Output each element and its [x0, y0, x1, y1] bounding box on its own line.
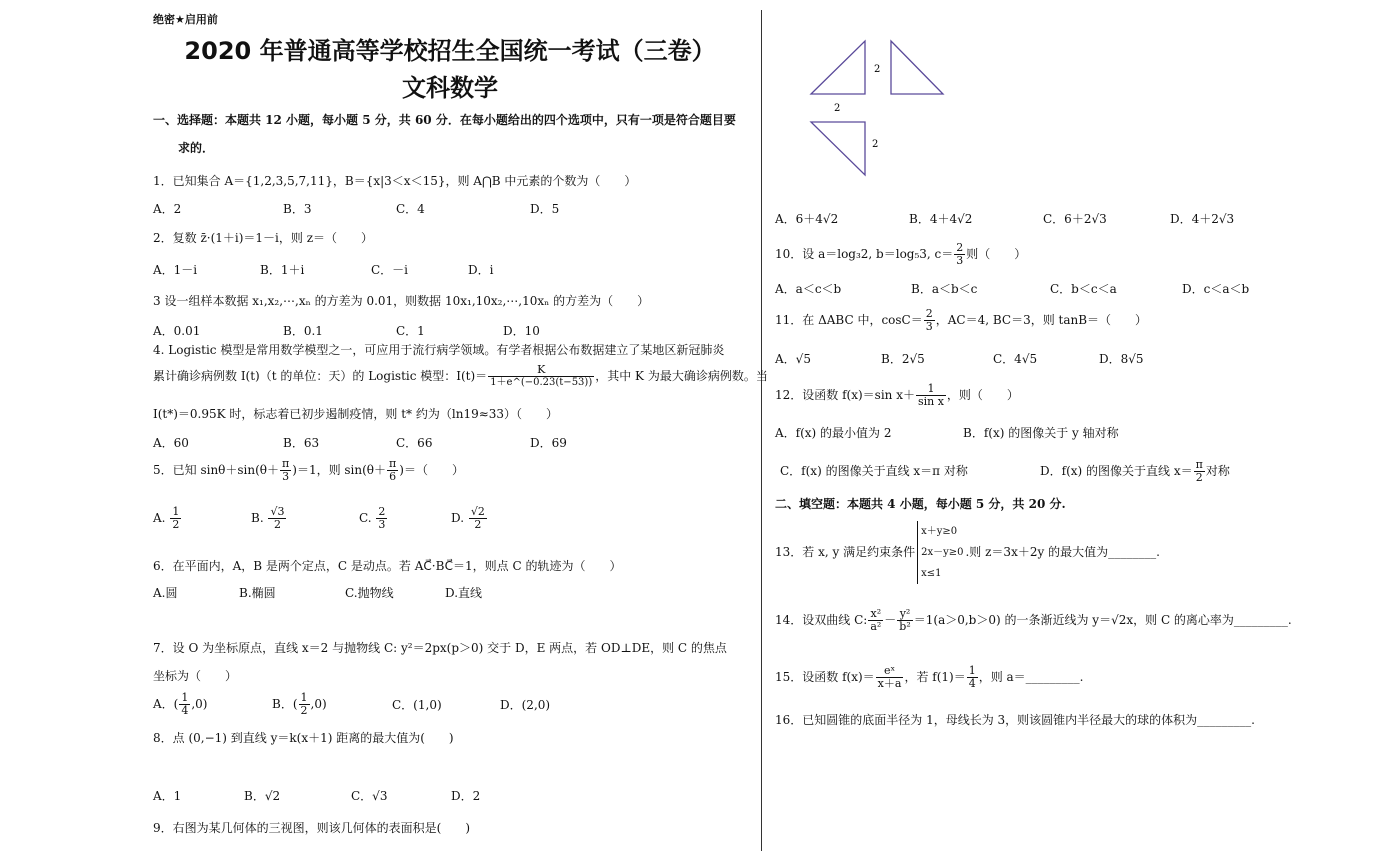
q12-option-a: A．f(x) 的最小值为 2: [775, 426, 892, 440]
q7-option-d: D．(2,0): [500, 698, 551, 712]
q6-option-b: B.椭圆: [239, 586, 276, 600]
q12-stem: 12．设函数 f(x)＝sin x＋ $\frac{1}{\text{sin x}}$ ，则（ ）: [775, 382, 1019, 408]
q3-stem: 3 设一组样本数据 x₁,x₂,⋯,xₙ 的方差为 0.01，则数据 10x₁,10x₂,⋯,10xₙ 的方差为（ ）: [153, 294, 650, 308]
q7-line2: 坐标为（ ）: [153, 669, 238, 683]
exam-title: 2020 年普通高等学校招生全国统一考试（三卷）: [184, 37, 716, 65]
q12-option-b: B．f(x) 的图像关于 y 轴对称: [963, 426, 1119, 440]
section1-heading-cont: 求的．: [178, 141, 215, 155]
q7-option-a: A．( $\frac{1}{4}$ ,0): [153, 691, 208, 717]
q11-option-d: D．8√5: [1099, 352, 1144, 366]
q5-option-c: C. $\frac{2}{3}$: [359, 505, 386, 531]
q1-option-a: A．2: [153, 202, 182, 216]
front-view-height-label: 2: [874, 64, 881, 75]
q5-option-a: A. $\frac{1}{2}$: [153, 505, 180, 531]
q10-option-b: B．a＜b＜c: [911, 282, 978, 296]
q4-option-c: C．66: [396, 436, 433, 450]
q13-constraint-system: x＋y≥0 2x－y≥0 x≤1: [917, 521, 963, 584]
q11-option-c: C．4√5: [993, 352, 1038, 366]
q4-option-b: B．63: [283, 436, 320, 450]
q14-stem: 14．设双曲线 C: $\frac{\text{x²}}{\text{a²}}$ － $\frac{\text{y²}}{\text{b²}}$ ＝1(a＞0,b＞0) 的一条渐近线为 y＝√2x，则 C 的离心率为_________.: [775, 607, 1292, 633]
q2-option-d: D．i: [468, 263, 494, 277]
q4-line3: I(t*)＝0.95K 时，标志着已初步遏制疫情，则 t* 约为（ln19≈33）（ ）: [153, 407, 559, 421]
q4-line2-b: ，其中 K 为最大确诊病例数。当: [595, 369, 768, 383]
q5-option-b: B. $\frac{√3}{2}$: [251, 505, 285, 531]
q12-option-c: C．f(x) 的图像关于直线 x＝π 对称: [780, 464, 968, 478]
q10-option-a: A．a＜c＜b: [775, 282, 842, 296]
q15-stem: 15．设函数 f(x)＝ $\frac{\text{eˣ}}{x+a}$ ，若 f(1)＝ $\frac{1}{4}$ ，则 a＝_________.: [775, 664, 1084, 690]
q2-option-a: A．1－i: [153, 263, 198, 277]
q4-model-fraction: $\frac{K}{1+e\^{}(-0.23(t-53))}$: [490, 363, 593, 388]
q10-stem: 10．设 a＝log₃2, b＝log₅3, c＝ $\frac{2}{3}$ 则（ ）: [775, 241, 1027, 267]
front-view-base-label: 2: [834, 103, 841, 114]
q10-option-c: C．b＜c＜a: [1050, 282, 1117, 296]
q9-option-d: D．4＋2√3: [1170, 212, 1235, 226]
side-view-triangle: [891, 41, 943, 94]
q8-option-c: C．√3: [351, 789, 388, 803]
q13-stem: 13．若 x, y 满足约束条件 x＋y≥0 2x－y≥0 x≤1 .则 z＝3x＋2y 的最大值为________.: [775, 520, 1160, 584]
three-view-figure: [800, 36, 960, 181]
q4-line2-a: 累计确诊病例数 I(t)（t 的单位：天）的 Logistic 模型：I(t)＝: [153, 369, 488, 383]
q4-line2: [153, 364, 768, 389]
q2-stem: 2．复数 z̄·(1＋i)＝1－i，则 z＝（ ）: [153, 231, 374, 245]
q9-stem: 9．右图为某几何体的三视图，则该几何体的表面积是( ): [153, 821, 471, 835]
q10-option-d: D．c＜a＜b: [1182, 282, 1250, 296]
q4-line1: 4. Logistic 模型是常用数学模型之一，可应用于流行病学领域。有学者根据公布数据建立了某地区新冠肺炎: [153, 343, 725, 357]
q2-option-b: B．1＋i: [260, 263, 305, 277]
q5-option-d: D. $\frac{√2}{2}$: [451, 505, 485, 531]
q16-stem: 16．已知圆锥的底面半径为 1，母线长为 3，则该圆锥内半径最大的球的体积为_________.: [775, 713, 1255, 727]
q3-option-b: B．0.1: [283, 324, 323, 338]
q11-stem: 11．在 ΔABC 中，cosC＝ $\frac{2}{3}$ ，AC＝4, BC＝3，则 tanB＝（ ）: [775, 307, 1148, 333]
q8-stem: 8．点 (0,−1) 到直线 y＝k(x＋1) 距离的最大值为( ): [153, 731, 454, 745]
q12-option-d: D．f(x) 的图像关于直线 x＝ $\frac{\pi}{2}$ 对称: [1040, 458, 1230, 484]
q6-option-c: C.抛物线: [345, 586, 394, 600]
exam-subject: 文科数学: [402, 74, 498, 102]
q4-option-d: D．69: [530, 436, 567, 450]
q6-option-a: A.圆: [153, 586, 178, 600]
q9-option-c: C．6＋2√3: [1043, 212, 1107, 226]
q11-option-b: B．2√5: [881, 352, 925, 366]
q5-stem: 5．已知 sinθ＋sin(θ＋ $\frac{\pi}{3}$ )＝1，则 sin(θ＋ $\frac{\pi}{6}$ )＝（ ）: [153, 457, 464, 483]
q9-option-b: B．4＋4√2: [909, 212, 973, 226]
top-view-side-label: 2: [872, 139, 879, 150]
q3-option-a: A．0.01: [153, 324, 201, 338]
q4-option-a: A．60: [153, 436, 189, 450]
q8-option-b: B．√2: [244, 789, 281, 803]
section1-heading: 一、选择题：本题共 12 小题，每小题 5 分，共 60 分．在每小题给出的四个选项中，只有一项是符合题目要: [153, 113, 736, 127]
q1-stem: 1．已知集合 A＝{1,2,3,5,7,11}，B＝{x|3＜x＜15}，则 A⋂B 中元素的个数为（ ）: [153, 174, 637, 188]
top-view-triangle: [811, 122, 865, 175]
q1-option-b: B．3: [283, 202, 312, 216]
confidential-mark: 绝密★启用前: [153, 13, 218, 26]
q8-option-a: A．1: [153, 789, 182, 803]
front-view-triangle: [811, 41, 865, 94]
q11-option-a: A．√5: [775, 352, 811, 366]
column-divider: [761, 10, 762, 851]
q6-stem: 6．在平面内，A，B 是两个定点，C 是动点。若 AC⃗·BC⃗＝1，则点 C 的轨迹为（ ）: [153, 559, 622, 573]
q7-option-c: C．(1,0): [392, 698, 442, 712]
q2-option-c: C．－i: [371, 263, 409, 277]
section2-heading: 二、填空题：本题共 4 小题，每小题 5 分，共 20 分.: [775, 497, 1066, 511]
q1-option-d: D．5: [530, 202, 560, 216]
q7-option-b: B．( $\frac{1}{2}$ ,0): [272, 691, 327, 717]
q3-option-c: C．1: [396, 324, 425, 338]
q9-option-a: A．6＋4√2: [775, 212, 839, 226]
q8-option-d: D．2: [451, 789, 481, 803]
q3-option-d: D．10: [503, 324, 540, 338]
q7-line1: 7．设 O 为坐标原点，直线 x＝2 与抛物线 C: y²＝2px(p＞0) 交于 D，E 两点，若 OD⊥DE，则 C 的焦点: [153, 641, 727, 655]
q1-option-c: C．4: [396, 202, 425, 216]
q6-option-d: D.直线: [445, 586, 483, 600]
